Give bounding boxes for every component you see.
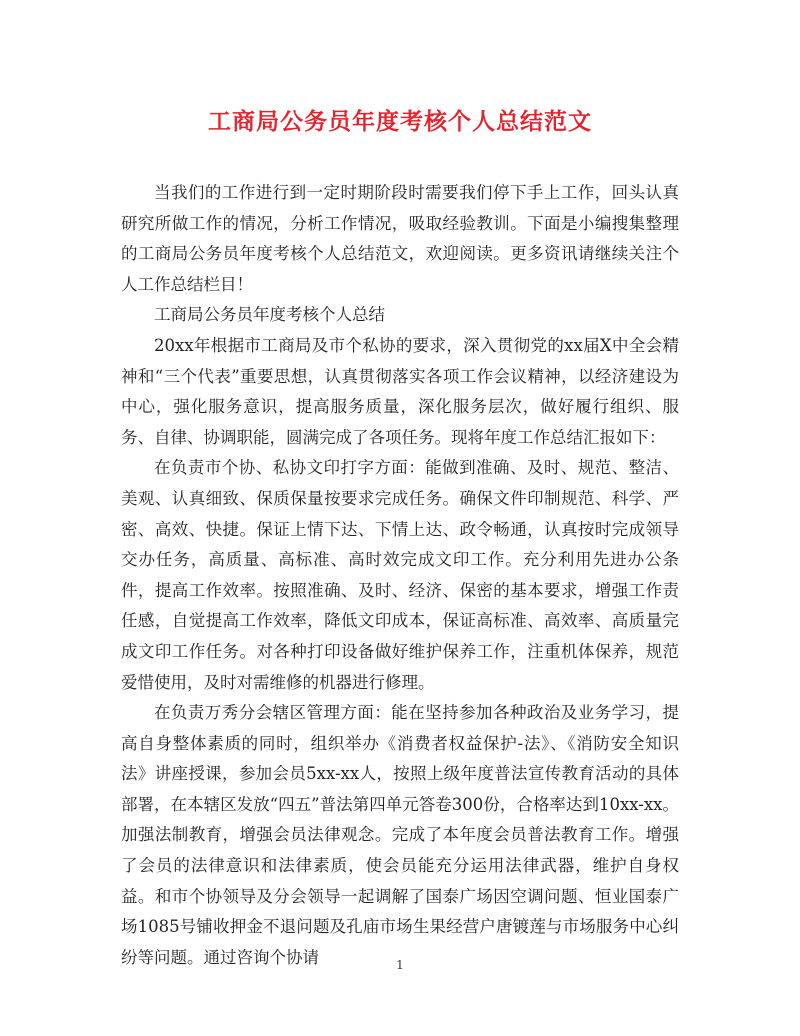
paragraph-district-management: 在负责万秀分会辖区管理方面：能在坚持参加各种政治及业务学习，提高自身整体素质的同时，组织举办《消费者权益保护-法》、《消防安全知识法》讲座授课，参加会员5xx-xx人，按照上级年度普法宣传教育活动的具体部署，在本辖区发放“四五”普法第四单元答卷300份，合格率达到10xx-xx。加强法制教育，增强会员法律观念。完成了本年度会员普法教育工作。增强了会员的法律意识和法律素质，使会员能充分运用法律武器，维护自身权益。和市个协领导及分会领导一起调解了国泰广场因空调问题、恒业国泰广场1085号铺收押金不退问题及孔庙市场生果经营户唐镀莲与市场服务中心纠纷等问题。通过咨询个协请 [121, 703, 679, 967]
paragraph-subtitle: 工商局公务员年度考核个人总结 [154, 305, 385, 325]
document-title: 工商局公务员年度考核个人总结范文 [208, 108, 592, 135]
paragraph-intro: 当我们的工作进行到一定时期阶段时需要我们停下手上工作，回头认真研究所做工作的情况，分析工作情况，吸取经验教训。下面是小编搜集整理的工商局公务员年度考核个人总结范文，欢迎阅读。更多资讯请继续关注个人工作总结栏目！ [121, 183, 679, 294]
page-number: 1 [396, 958, 404, 972]
paragraph-printing-work: 在负责市个协、私协文印打字方面：能做到准确、及时、规范、整洁、美观、认真细致、保质保量按要求完成任务。确保文件印制规范、科学、严密、高效、快捷。保证上情下达、下情上达、政令畅通，认真按时完成领导交办任务，高质量、高标准、高时效完成文印工作。充分利用先进办公条件，提高工作效率。按照准确、及时、经济、保密的基本要求，增强工作责任感，自觉提高工作效率，降低文印成本，保证高标准、高效率、高质量完成文印工作任务。对各种打印设备做好维护保养工作，注重机体保养，规范爱惜使用，及时对需维修的机器进行修理。 [121, 458, 679, 692]
document-body [121, 178, 679, 973]
paragraph-overview: 20xx年根据市工商局及市个私协的要求，深入贯彻党的xx届X中全会精神和“三个代表”重要思想，认真贯彻落实各项工作会议精神，以经济建设为中心，强化服务意识，提高服务质量，深化服务层次，做好履行组织、服务、自律、协调职能，圆满完成了各项任务。现将年度工作总结汇报如下： [121, 335, 679, 447]
